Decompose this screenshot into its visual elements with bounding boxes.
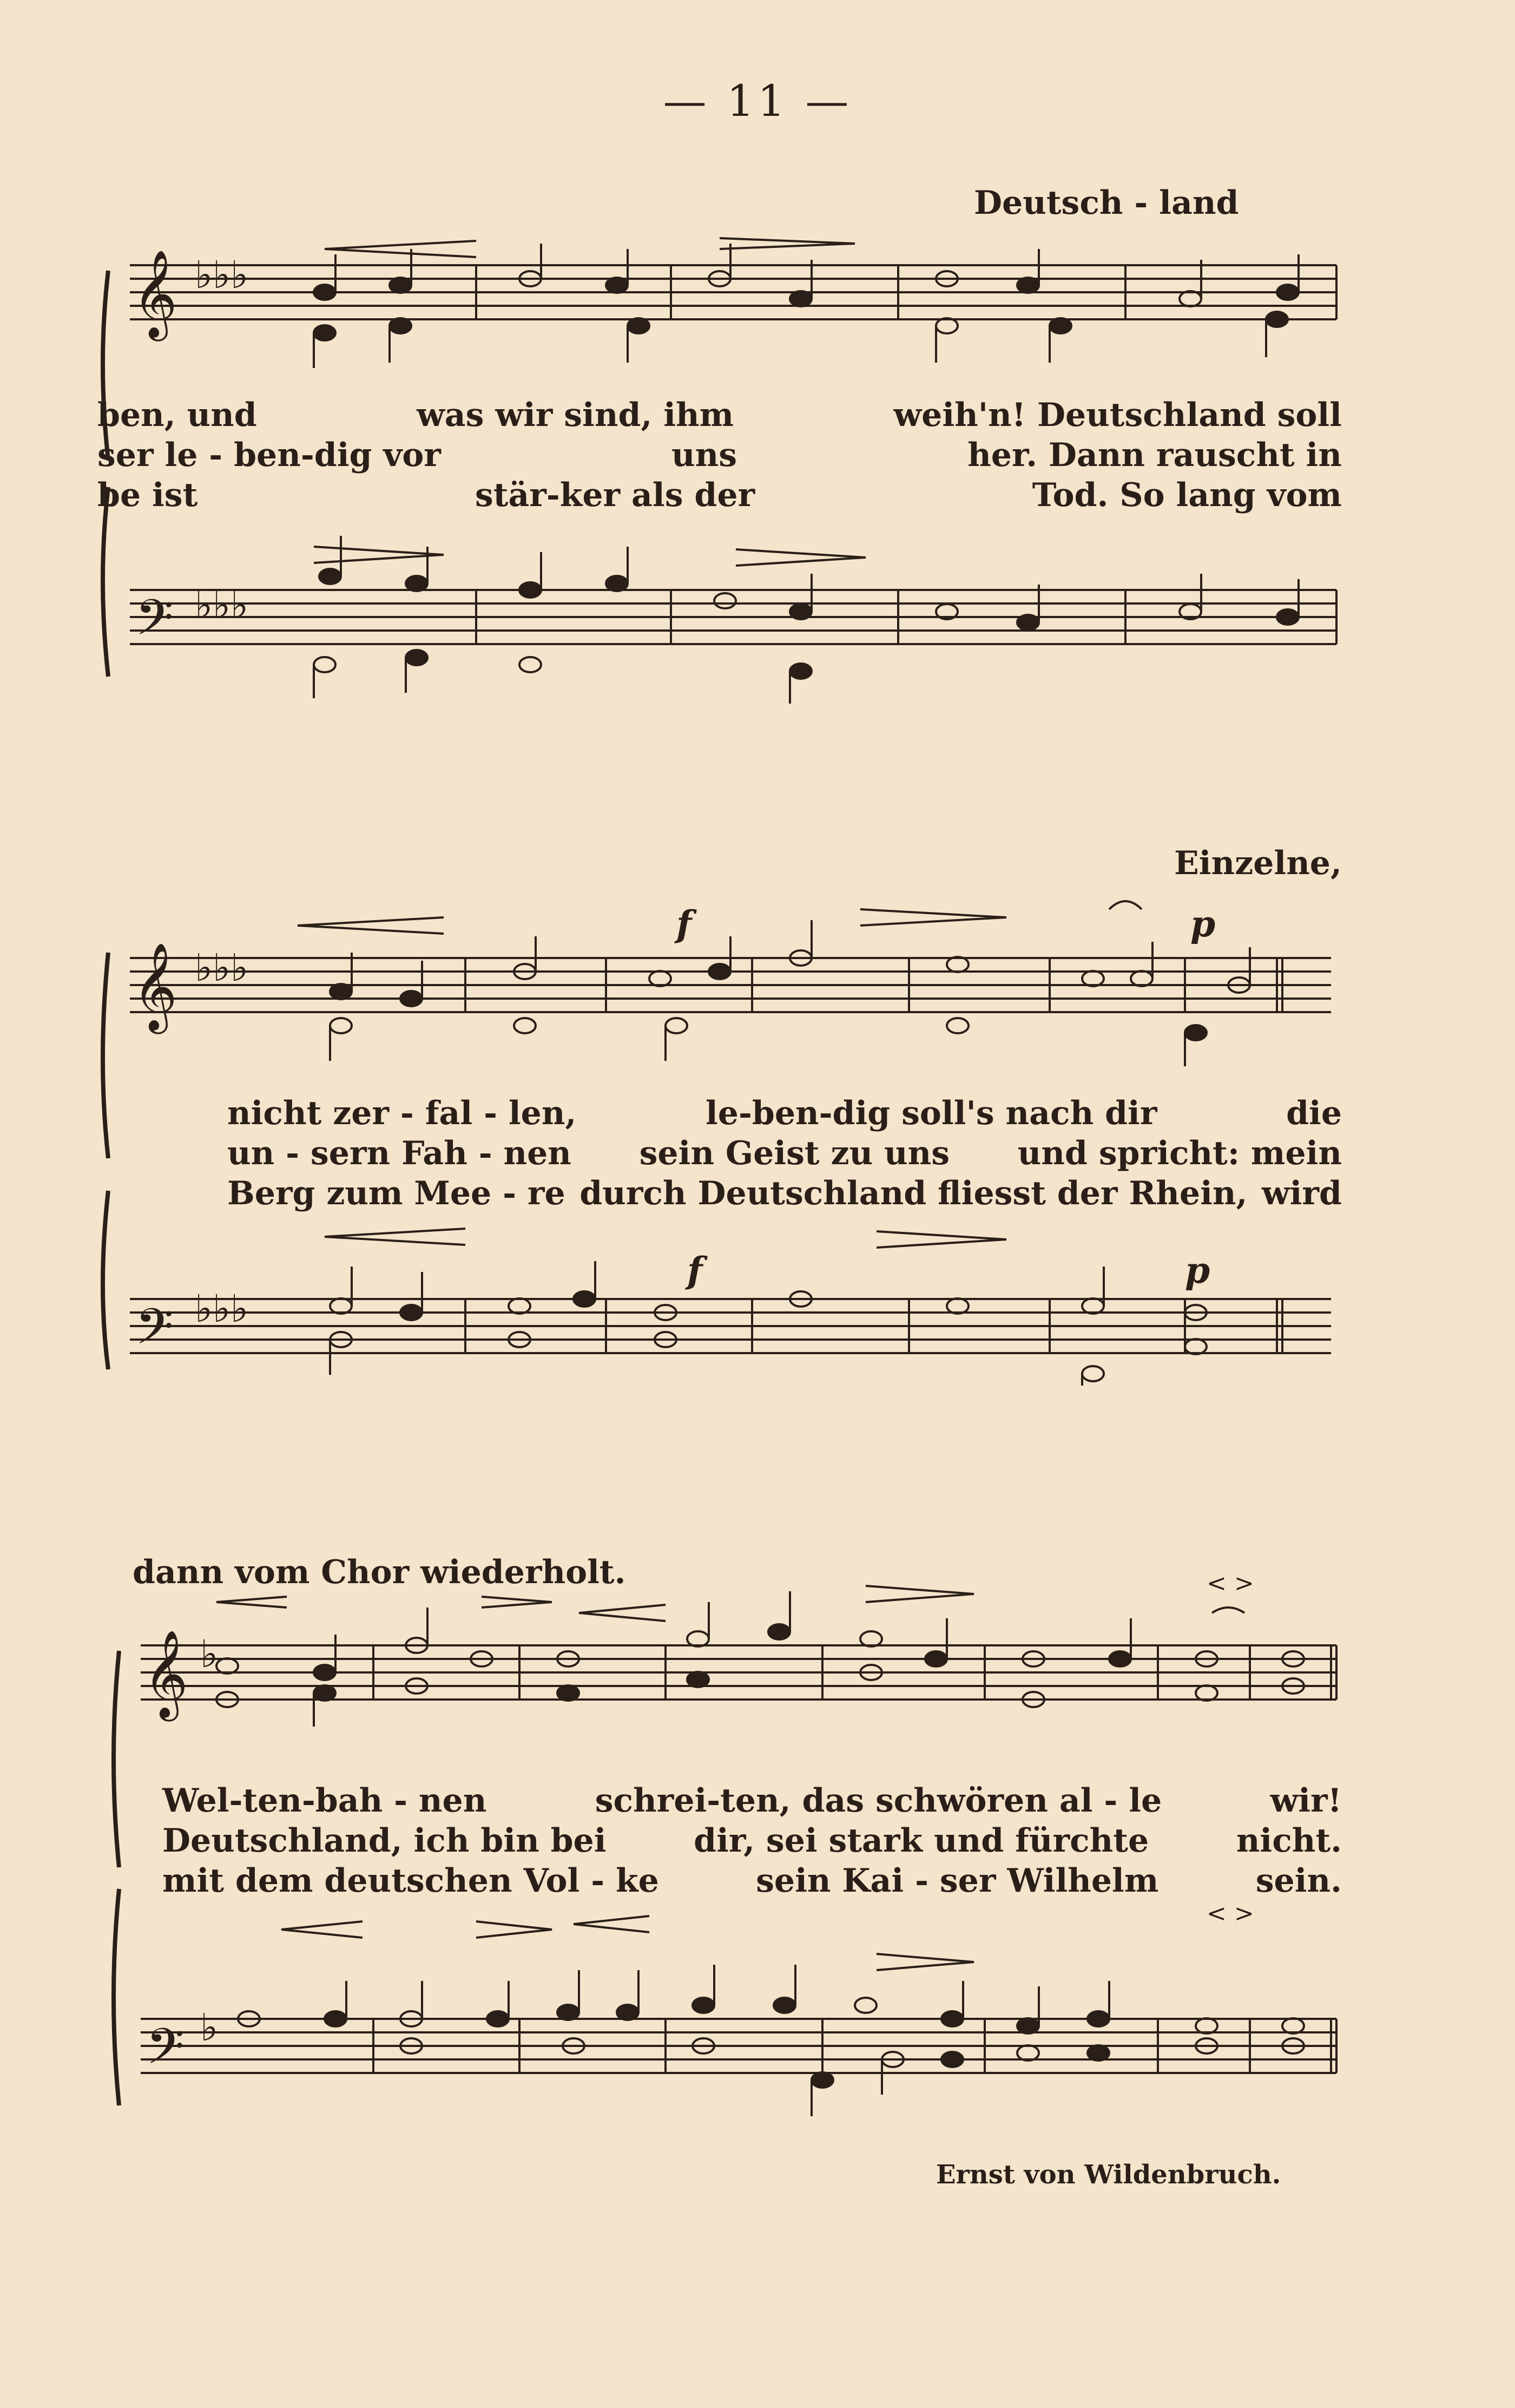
- lyric-fragment: ser le - ben-dig vor: [97, 436, 441, 474]
- lyric-fragment: be ist: [97, 476, 198, 514]
- svg-text:♭♭♭: ♭♭♭: [195, 253, 249, 297]
- lyric-fragment: her. Dann rauscht in: [967, 436, 1342, 474]
- lyric-line: [162, 1781, 1342, 1821]
- lyric-fragment: wir!: [1270, 1782, 1342, 1820]
- lyric-fragment: dir, sei stark und fürchte: [694, 1822, 1149, 1860]
- svg-text:𝄢: 𝄢: [135, 1298, 174, 1367]
- music-system-1: [97, 250, 1342, 698]
- lyric-fragment: uns: [671, 436, 737, 474]
- lyric-line: [227, 1133, 1342, 1173]
- lyric-fragment: weih'n! Deutschland soll: [893, 396, 1342, 434]
- lyric-line: [162, 1861, 1342, 1901]
- system-1-cue: Deutsch - land: [974, 184, 1239, 222]
- dynamic-forte-upper: f: [676, 903, 692, 945]
- lyric-fragment: stär-ker als der: [475, 476, 755, 514]
- lyric-fragment: Wel-ten-bah - nen: [162, 1782, 487, 1820]
- lyric-fragment: ben, und: [97, 396, 257, 434]
- lyric-line: [227, 1093, 1342, 1133]
- lyric-line: [97, 475, 1342, 515]
- svg-text:< >: < >: [1207, 1900, 1254, 1927]
- lyric-fragment: durch Deutschland fliesst der Rhein,: [579, 1175, 1248, 1212]
- dynamic-piano-upper: p: [1190, 903, 1216, 945]
- lyric-fragment: mit dem deutschen Vol - ke: [162, 1862, 659, 1900]
- lyric-fragment: sein Kai - ser Wilhelm: [756, 1862, 1159, 1900]
- svg-text:𝄢: 𝄢: [135, 589, 174, 658]
- svg-text:𝄞: 𝄞: [143, 1630, 188, 1718]
- svg-text:♭♭♭: ♭♭♭: [195, 1287, 249, 1331]
- lyric-fragment: Berg zum Mee - re: [227, 1175, 565, 1212]
- author-credit: Ernst von Wildenbruch.: [936, 2160, 1281, 2190]
- lyric-fragment: sein.: [1255, 1862, 1342, 1900]
- dynamic-piano-lower: p: [1185, 1249, 1210, 1291]
- system-3-cue: dann vom Chor wiederholt.: [133, 1553, 626, 1591]
- lyric-fragment: wird: [1261, 1175, 1342, 1212]
- page-number: — 11 —: [663, 76, 852, 126]
- svg-text:𝄞: 𝄞: [133, 942, 177, 1031]
- system-2-lyrics: [97, 1093, 1342, 1213]
- dynamic-forte-lower: f: [687, 1249, 703, 1291]
- lyric-line: [97, 435, 1342, 475]
- svg-text:< >: < >: [1207, 1570, 1254, 1597]
- lyric-line: [227, 1173, 1342, 1213]
- svg-text:𝄢: 𝄢: [146, 2018, 185, 2087]
- lyric-fragment: un - sern Fah - nen: [227, 1134, 571, 1172]
- lyric-fragment: le-ben-dig soll's nach dir: [706, 1094, 1157, 1132]
- lyric-fragment: sein Geist zu uns: [639, 1134, 950, 1172]
- lyric-fragment: schrei-ten, das schwören al - le: [595, 1782, 1162, 1820]
- svg-text:♭: ♭: [200, 1632, 219, 1676]
- lyric-fragment: was wir sind, ihm: [417, 396, 734, 434]
- lyric-fragment: Deutschland, ich bin bei: [162, 1822, 607, 1860]
- system-2-cue: Einzelne,: [1174, 844, 1342, 882]
- music-system-2: [97, 903, 1342, 1386]
- system-1-lyrics: [97, 395, 1342, 515]
- system-3-lyrics: [108, 1781, 1342, 1901]
- lyric-line: [97, 395, 1342, 435]
- svg-text:♭: ♭: [200, 2005, 219, 2050]
- lyric-fragment: nicht zer - fal - len,: [227, 1094, 577, 1132]
- lyric-fragment: Tod. So lang vom: [1032, 476, 1342, 514]
- svg-text:𝄞: 𝄞: [133, 250, 177, 338]
- lyric-line: [162, 1821, 1342, 1861]
- svg-text:♭♭♭: ♭♭♭: [195, 583, 249, 627]
- lyric-fragment: nicht.: [1236, 1822, 1342, 1860]
- svg-text:♭♭♭: ♭♭♭: [195, 946, 249, 990]
- lyric-fragment: die: [1286, 1094, 1342, 1132]
- lyric-fragment: und spricht: mein: [1017, 1134, 1342, 1172]
